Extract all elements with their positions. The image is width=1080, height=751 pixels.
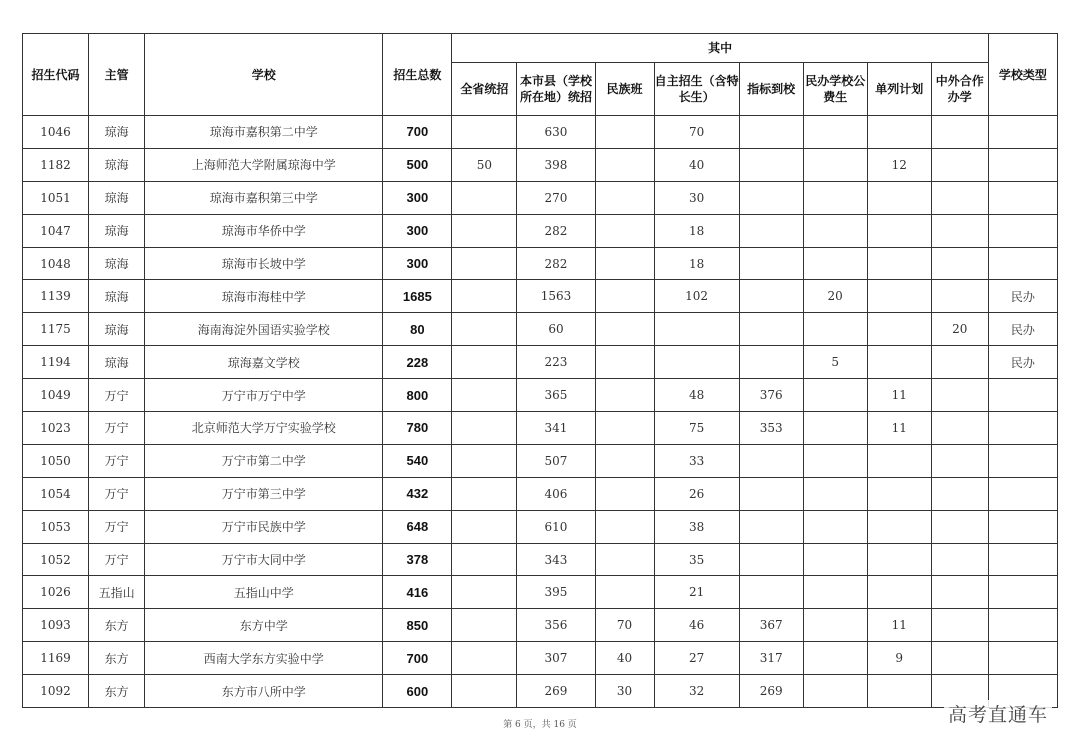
cell-type: [988, 116, 1057, 149]
cell-separate: 11: [867, 379, 931, 412]
cell-total: 800: [383, 379, 452, 412]
cell-school: 万宁市大同中学: [145, 543, 383, 576]
cell-province: [452, 247, 517, 280]
header-public: 民办学校公费生: [803, 63, 867, 116]
header-admin: 主管: [89, 34, 145, 116]
cell-school: 上海师范大学附属琼海中学: [145, 148, 383, 181]
table-row: [23, 247, 1058, 280]
cell-coop: [931, 346, 988, 379]
cell-public: [803, 313, 867, 346]
cell-public: [803, 609, 867, 642]
cell-quota: [739, 313, 803, 346]
cell-province: [452, 214, 517, 247]
cell-separate: [867, 543, 931, 576]
header-code: 招生代码: [23, 34, 89, 116]
cell-total: 300: [383, 181, 452, 214]
cell-quota: 367: [739, 609, 803, 642]
cell-province: 50: [452, 148, 517, 181]
cell-type: [988, 609, 1057, 642]
cell-coop: [931, 379, 988, 412]
cell-school: 琼海市海桂中学: [145, 280, 383, 313]
cell-admin: 万宁: [89, 412, 145, 445]
table-row: [23, 116, 1058, 149]
header-group: 其中: [452, 34, 988, 63]
cell-total: 700: [383, 642, 452, 675]
cell-separate: [867, 214, 931, 247]
cell-coop: [931, 181, 988, 214]
cell-code: 1194: [23, 346, 89, 379]
cell-admin: 万宁: [89, 543, 145, 576]
cell-public: 5: [803, 346, 867, 379]
cell-code: 1054: [23, 477, 89, 510]
cell-total: 600: [383, 675, 452, 708]
cell-school: 万宁市第三中学: [145, 477, 383, 510]
cell-total: 648: [383, 510, 452, 543]
cell-admin: 琼海: [89, 247, 145, 280]
cell-coop: [931, 609, 988, 642]
cell-public: [803, 642, 867, 675]
cell-school: 北京师范大学万宁实验学校: [145, 412, 383, 445]
header-ethnic: 民族班: [595, 63, 654, 116]
cell-total: 780: [383, 412, 452, 445]
cell-admin: 东方: [89, 642, 145, 675]
table-row: [23, 477, 1058, 510]
cell-ethnic: [595, 280, 654, 313]
cell-public: [803, 148, 867, 181]
table-row: [23, 148, 1058, 181]
cell-province: [452, 313, 517, 346]
cell-code: 1048: [23, 247, 89, 280]
table-row: [23, 609, 1058, 642]
page-footer: 第 6 页，共 16 页: [503, 720, 577, 730]
cell-province: [452, 379, 517, 412]
cell-ethnic: [595, 576, 654, 609]
cell-local: 395: [517, 576, 595, 609]
cell-self: 70: [654, 116, 739, 149]
table-row: [23, 346, 1058, 379]
cell-ethnic: 40: [595, 642, 654, 675]
cell-admin: 万宁: [89, 444, 145, 477]
cell-code: 1169: [23, 642, 89, 675]
header-province: 全省统招: [452, 63, 517, 116]
cell-self: 38: [654, 510, 739, 543]
cell-ethnic: [595, 116, 654, 149]
cell-ethnic: [595, 214, 654, 247]
cell-coop: [931, 444, 988, 477]
table-body: [23, 116, 1058, 708]
cell-self: [654, 313, 739, 346]
cell-type: 民办: [988, 346, 1057, 379]
cell-coop: [931, 214, 988, 247]
cell-ethnic: [595, 379, 654, 412]
cell-code: 1047: [23, 214, 89, 247]
header-separate: 单列计划: [867, 63, 931, 116]
cell-code: 1049: [23, 379, 89, 412]
cell-quota: [739, 247, 803, 280]
cell-school: 琼海市嘉积第三中学: [145, 181, 383, 214]
cell-admin: 东方: [89, 609, 145, 642]
cell-school: 海南海淀外国语实验学校: [145, 313, 383, 346]
cell-local: 610: [517, 510, 595, 543]
cell-code: 1139: [23, 280, 89, 313]
cell-total: 850: [383, 609, 452, 642]
cell-ethnic: [595, 313, 654, 346]
cell-public: [803, 116, 867, 149]
cell-coop: [931, 412, 988, 445]
table-row: [23, 642, 1058, 675]
cell-self: 26: [654, 477, 739, 510]
cell-local: 223: [517, 346, 595, 379]
cell-school: 万宁市民族中学: [145, 510, 383, 543]
cell-separate: [867, 477, 931, 510]
cell-admin: 琼海: [89, 116, 145, 149]
cell-ethnic: [595, 444, 654, 477]
cell-quota: [739, 214, 803, 247]
cell-quota: [739, 116, 803, 149]
cell-self: 33: [654, 444, 739, 477]
cell-code: 1093: [23, 609, 89, 642]
cell-ethnic: [595, 477, 654, 510]
cell-separate: [867, 313, 931, 346]
header-self: 自主招生（含特长生）: [654, 63, 739, 116]
table-row: [23, 543, 1058, 576]
cell-separate: 9: [867, 642, 931, 675]
cell-local: 307: [517, 642, 595, 675]
cell-public: [803, 412, 867, 445]
cell-quota: [739, 148, 803, 181]
table-header: [23, 34, 1058, 116]
cell-coop: [931, 576, 988, 609]
cell-school: 东方市八所中学: [145, 675, 383, 708]
cell-separate: [867, 576, 931, 609]
cell-school: 琼海嘉文学校: [145, 346, 383, 379]
cell-separate: [867, 181, 931, 214]
cell-province: [452, 181, 517, 214]
cell-type: [988, 543, 1057, 576]
cell-self: 102: [654, 280, 739, 313]
cell-type: [988, 214, 1057, 247]
cell-school: 万宁市万宁中学: [145, 379, 383, 412]
cell-local: 406: [517, 477, 595, 510]
cell-province: [452, 675, 517, 708]
cell-ethnic: 70: [595, 609, 654, 642]
cell-ethnic: [595, 148, 654, 181]
cell-total: 416: [383, 576, 452, 609]
cell-public: [803, 675, 867, 708]
cell-coop: [931, 116, 988, 149]
cell-self: 48: [654, 379, 739, 412]
cell-type: [988, 444, 1057, 477]
table-row: [23, 510, 1058, 543]
cell-type: [988, 412, 1057, 445]
watermark: 高考直通车: [944, 700, 1052, 727]
cell-separate: 11: [867, 609, 931, 642]
cell-coop: [931, 543, 988, 576]
cell-total: 228: [383, 346, 452, 379]
cell-admin: 琼海: [89, 148, 145, 181]
cell-province: [452, 642, 517, 675]
cell-type: [988, 510, 1057, 543]
cell-type: [988, 477, 1057, 510]
cell-coop: [931, 642, 988, 675]
header-local: 本市县（学校所在地）统招: [517, 63, 595, 116]
cell-admin: 万宁: [89, 477, 145, 510]
cell-code: 1051: [23, 181, 89, 214]
cell-type: [988, 576, 1057, 609]
table-row: [23, 444, 1058, 477]
cell-code: 1050: [23, 444, 89, 477]
cell-separate: [867, 116, 931, 149]
cell-admin: 琼海: [89, 313, 145, 346]
cell-local: 282: [517, 214, 595, 247]
header-school: 学校: [145, 34, 383, 116]
cell-ethnic: [595, 412, 654, 445]
cell-public: [803, 181, 867, 214]
cell-public: [803, 543, 867, 576]
cell-coop: [931, 477, 988, 510]
cell-coop: [931, 280, 988, 313]
cell-total: 500: [383, 148, 452, 181]
cell-province: [452, 609, 517, 642]
cell-local: 365: [517, 379, 595, 412]
table-row: [23, 181, 1058, 214]
cell-code: 1182: [23, 148, 89, 181]
cell-school: 五指山中学: [145, 576, 383, 609]
cell-school: 琼海市嘉积第二中学: [145, 116, 383, 149]
cell-public: [803, 477, 867, 510]
cell-quota: 376: [739, 379, 803, 412]
cell-total: 300: [383, 214, 452, 247]
cell-total: 80: [383, 313, 452, 346]
cell-ethnic: 30: [595, 675, 654, 708]
cell-quota: [739, 510, 803, 543]
cell-quota: [739, 346, 803, 379]
cell-separate: 11: [867, 412, 931, 445]
cell-separate: [867, 444, 931, 477]
cell-self: 40: [654, 148, 739, 181]
cell-type: 民办: [988, 280, 1057, 313]
cell-admin: 万宁: [89, 510, 145, 543]
cell-coop: [931, 148, 988, 181]
table-row: [23, 675, 1058, 708]
cell-self: 18: [654, 214, 739, 247]
cell-coop: 20: [931, 313, 988, 346]
cell-quota: [739, 543, 803, 576]
table-row: [23, 576, 1058, 609]
cell-public: 20: [803, 280, 867, 313]
cell-self: 18: [654, 247, 739, 280]
cell-public: [803, 247, 867, 280]
cell-ethnic: [595, 510, 654, 543]
cell-coop: [931, 510, 988, 543]
cell-code: 1023: [23, 412, 89, 445]
cell-ethnic: [595, 346, 654, 379]
cell-public: [803, 379, 867, 412]
header-quota: 指标到校: [739, 63, 803, 116]
cell-province: [452, 412, 517, 445]
cell-code: 1046: [23, 116, 89, 149]
cell-self: 21: [654, 576, 739, 609]
cell-code: 1052: [23, 543, 89, 576]
cell-quota: [739, 444, 803, 477]
cell-province: [452, 116, 517, 149]
cell-local: 270: [517, 181, 595, 214]
cell-local: 1563: [517, 280, 595, 313]
cell-type: [988, 181, 1057, 214]
cell-province: [452, 477, 517, 510]
cell-province: [452, 543, 517, 576]
table-row: [23, 412, 1058, 445]
cell-self: 30: [654, 181, 739, 214]
cell-type: [988, 148, 1057, 181]
table-row: [23, 379, 1058, 412]
cell-total: 432: [383, 477, 452, 510]
cell-local: 341: [517, 412, 595, 445]
cell-code: 1092: [23, 675, 89, 708]
header-coop: 中外合作办学: [931, 63, 988, 116]
cell-quota: 317: [739, 642, 803, 675]
cell-separate: [867, 675, 931, 708]
cell-ethnic: [595, 181, 654, 214]
cell-total: 300: [383, 247, 452, 280]
cell-local: 398: [517, 148, 595, 181]
cell-type: 民办: [988, 313, 1057, 346]
cell-quota: [739, 477, 803, 510]
cell-ethnic: [595, 247, 654, 280]
cell-province: [452, 346, 517, 379]
cell-total: 700: [383, 116, 452, 149]
table-row: [23, 313, 1058, 346]
cell-total: 1685: [383, 280, 452, 313]
cell-code: 1053: [23, 510, 89, 543]
cell-separate: [867, 510, 931, 543]
cell-local: 282: [517, 247, 595, 280]
cell-province: [452, 444, 517, 477]
cell-province: [452, 510, 517, 543]
cell-school: 万宁市第二中学: [145, 444, 383, 477]
cell-local: 60: [517, 313, 595, 346]
cell-coop: [931, 247, 988, 280]
cell-admin: 东方: [89, 675, 145, 708]
cell-quota: [739, 576, 803, 609]
cell-admin: 琼海: [89, 280, 145, 313]
cell-quota: [739, 280, 803, 313]
header-total: 招生总数: [383, 34, 452, 116]
enrollment-table: [22, 33, 1058, 708]
cell-public: [803, 576, 867, 609]
cell-quota: 269: [739, 675, 803, 708]
cell-admin: 琼海: [89, 346, 145, 379]
cell-self: 27: [654, 642, 739, 675]
cell-self: 35: [654, 543, 739, 576]
cell-separate: [867, 247, 931, 280]
cell-local: 343: [517, 543, 595, 576]
cell-type: [988, 379, 1057, 412]
table-row: [23, 280, 1058, 313]
cell-local: 269: [517, 675, 595, 708]
cell-code: 1026: [23, 576, 89, 609]
cell-quota: 353: [739, 412, 803, 445]
cell-self: 32: [654, 675, 739, 708]
cell-local: 356: [517, 609, 595, 642]
header-type: 学校类型: [988, 34, 1057, 116]
cell-admin: 五指山: [89, 576, 145, 609]
cell-admin: 万宁: [89, 379, 145, 412]
cell-self: [654, 346, 739, 379]
cell-local: 630: [517, 116, 595, 149]
cell-code: 1175: [23, 313, 89, 346]
cell-admin: 琼海: [89, 214, 145, 247]
cell-self: 75: [654, 412, 739, 445]
cell-separate: [867, 346, 931, 379]
cell-local: 507: [517, 444, 595, 477]
cell-separate: [867, 280, 931, 313]
cell-type: [988, 642, 1057, 675]
table-row: [23, 214, 1058, 247]
cell-ethnic: [595, 543, 654, 576]
cell-public: [803, 444, 867, 477]
cell-public: [803, 214, 867, 247]
cell-separate: 12: [867, 148, 931, 181]
cell-quota: [739, 181, 803, 214]
cell-school: 琼海市长坡中学: [145, 247, 383, 280]
cell-school: 西南大学东方实验中学: [145, 642, 383, 675]
cell-self: 46: [654, 609, 739, 642]
cell-province: [452, 280, 517, 313]
cell-type: [988, 247, 1057, 280]
cell-total: 540: [383, 444, 452, 477]
cell-province: [452, 576, 517, 609]
cell-total: 378: [383, 543, 452, 576]
cell-admin: 琼海: [89, 181, 145, 214]
cell-school: 琼海市华侨中学: [145, 214, 383, 247]
cell-school: 东方中学: [145, 609, 383, 642]
cell-public: [803, 510, 867, 543]
